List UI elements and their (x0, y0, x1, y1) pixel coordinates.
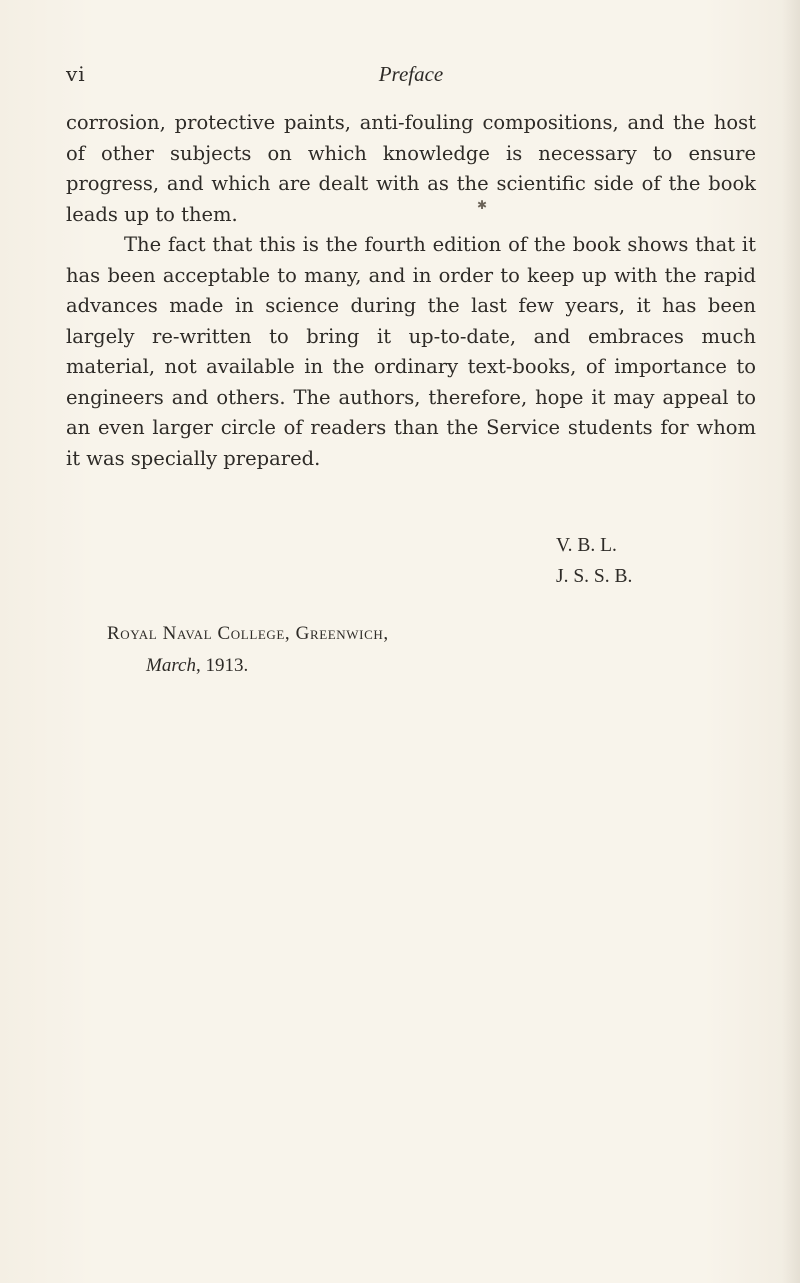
author-initials (556, 530, 632, 592)
signing-place: Royal Naval College, Greenwich, (107, 623, 389, 644)
page-heading: Preface (378, 62, 444, 86)
initials-second-author: J. S. S. B. (556, 566, 633, 587)
signing-month: March (146, 655, 196, 676)
signing-date (146, 655, 248, 677)
signing-year: , 1913. (195, 655, 249, 676)
paragraph-fourth-edition: The fact that this is the fourth edition of the book shows that it has been acceptable to many, and in order to keep up with the rapid advances made in science during the last few years, it has been largely re-written to bring it up-to-date, and embraces much material, not available in the ordinary text-books, of importance to engineers and others. The authors, therefore, hope it may appeal to an even larger circle of readers than the Service students for whom it was specially prepared. (66, 233, 756, 470)
running-head (66, 62, 756, 92)
print-blemish-icon: ✱ (477, 198, 488, 212)
paragraph-continuation: corrosion, protective paints, anti-fouling compositions, and the host of other subjects on which knowledge is necessary to ensure progress, and which are dealt with as the scientific side of the book leads up to them. (66, 111, 756, 226)
page-edge-shadow (782, 0, 800, 1283)
initials-first-author: V. B. L. (556, 535, 617, 556)
preface-body (66, 108, 756, 474)
page-number: vi (66, 62, 86, 86)
